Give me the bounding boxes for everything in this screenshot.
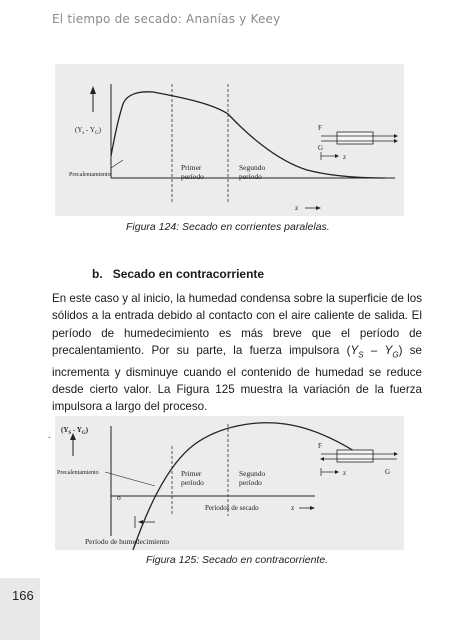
x-axis-label: z xyxy=(291,503,295,512)
preheat-pointer xyxy=(111,160,123,168)
figure-125-drawing xyxy=(55,416,404,550)
label-second-period-1: Segundo xyxy=(239,163,266,172)
yg-symbol: $Y_G$ xyxy=(384,343,399,360)
label-first-period-2: período xyxy=(181,478,204,487)
x-arrow-head xyxy=(316,206,321,210)
label-G: G xyxy=(385,468,391,476)
y-arrow-head xyxy=(90,86,96,94)
z-small-head xyxy=(335,470,339,474)
label-zero: o xyxy=(117,493,121,502)
flow-G-head xyxy=(320,457,324,461)
label-F: F xyxy=(318,124,322,132)
section-letter: b. xyxy=(92,267,103,281)
stray-mark: - xyxy=(48,432,51,442)
flow-F-head xyxy=(394,452,398,456)
dryer-box xyxy=(337,450,373,462)
label-first-period-2: período xyxy=(181,172,204,181)
label-second-period-2: período xyxy=(239,172,262,181)
paragraph-text-1: En este caso y al inicio, la humedad condensa sobre la superficie de los sólidos a la entrada debido al contacto con el aire caliente de salida. El período de humedecimiento es más breve que el período de precalentamiento. Por su parte, la fuerza impulsora ( xyxy=(52,292,422,357)
section-title: Secado en contracorriente xyxy=(112,267,265,281)
dryer-box xyxy=(337,132,373,144)
figure-125 xyxy=(55,416,404,550)
label-second-period-2: período xyxy=(239,478,262,487)
body-paragraph xyxy=(52,290,422,415)
label-z-small: z xyxy=(343,153,347,161)
section-heading xyxy=(92,267,264,281)
running-header: El tiempo de secado: Ananías y Keey xyxy=(52,12,281,26)
flow-F-head xyxy=(394,134,398,138)
x-arrow-head xyxy=(310,506,315,510)
humid-arrow-head xyxy=(138,520,143,524)
paragraph-dash: – xyxy=(363,343,385,357)
label-preheat: Precalentamiento xyxy=(57,470,99,476)
label-drying-periods: Períodos de secado xyxy=(205,504,259,512)
caption-figure-125: Figura 125: Secado en contracorriente. xyxy=(146,554,329,566)
x-axis-label: z xyxy=(295,203,299,212)
page-number: 166 xyxy=(12,588,34,603)
label-first-period-1: Primer xyxy=(181,163,202,172)
label-F: F xyxy=(318,442,322,450)
caption-figure-124: Figura 124: Secado en corrientes paralelas. xyxy=(126,221,330,233)
paragraph-text-2: ) se incrementa y disminuye cuando el contenido de humedad se reduce desde cierto valor. La Figura 125 muestra la variación de la fuerza impulsora a largo del proceso. xyxy=(52,343,423,414)
flow-G-head xyxy=(394,139,398,143)
preheat-pointer xyxy=(105,472,155,486)
label-humidification: Período de humedecimiento xyxy=(85,537,170,546)
figure-124-drawing xyxy=(55,64,404,216)
y-axis-label: $(Y_S - Y_G)$ xyxy=(61,426,89,436)
label-second-period-1: Segundo xyxy=(239,469,266,478)
label-G: G xyxy=(318,144,324,152)
label-z-small: z xyxy=(343,469,347,477)
label-preheat: Precalentamiento xyxy=(69,172,111,178)
z-small-head xyxy=(335,154,339,158)
label-first-period-1: Primer xyxy=(181,469,202,478)
figure-124 xyxy=(55,64,404,216)
y-axis-label: $(Y_s - Y_G)$ xyxy=(75,126,101,136)
ys-symbol: $Y_S$ xyxy=(350,343,364,360)
